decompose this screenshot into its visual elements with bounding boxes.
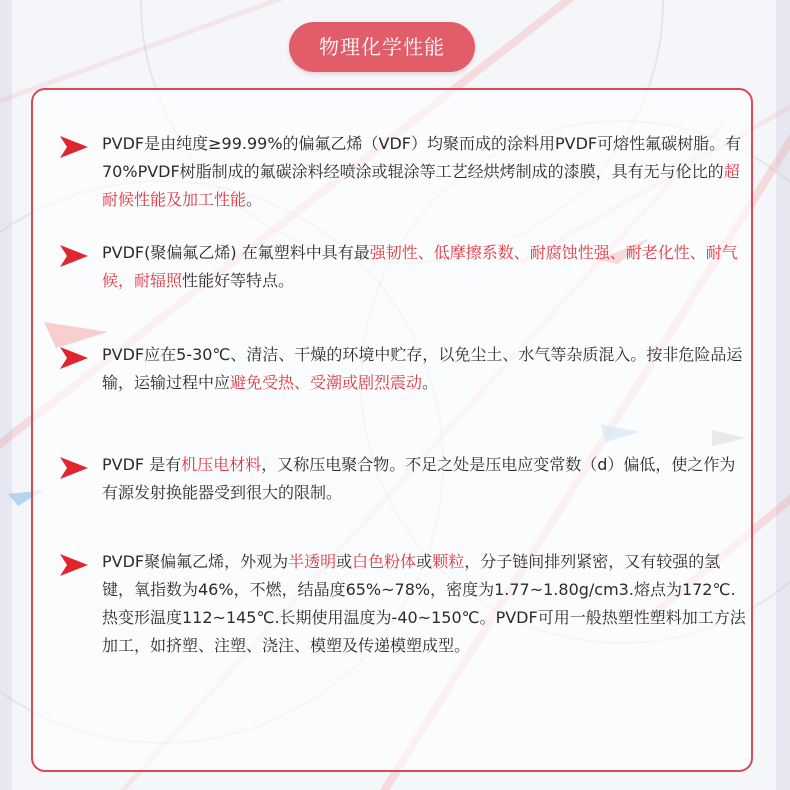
highlight-text: 机压电材料 bbox=[181, 455, 262, 474]
list-item-text bbox=[102, 451, 750, 507]
arrow-bullet-icon bbox=[60, 245, 88, 267]
section-title: 物理化学性能 bbox=[289, 22, 475, 72]
highlight-text: 强韧性、低摩擦系数、耐腐蚀性强、耐老化性、耐气候，耐辐照 bbox=[102, 243, 738, 290]
list-item bbox=[60, 548, 750, 660]
highlight-text: 超耐候性能及加工性能 bbox=[102, 162, 740, 209]
highlight-text: 半透明 bbox=[288, 552, 337, 571]
highlight-text: 避免受热、受潮或剧烈震动 bbox=[230, 373, 423, 392]
highlight-text: 颗粒 bbox=[432, 552, 465, 571]
text-segment: 。 bbox=[422, 373, 439, 392]
text-segment: PVDF(聚偏氟乙烯) 在氟塑料中具有最 bbox=[102, 243, 370, 262]
text-segment: PVDF聚偏氟乙烯，外观为 bbox=[102, 552, 289, 571]
list-item bbox=[60, 239, 750, 295]
arrow-bullet-icon bbox=[60, 347, 88, 369]
list-item-text bbox=[102, 341, 750, 397]
text-segment: 或 bbox=[416, 552, 433, 571]
arrow-bullet-icon bbox=[60, 136, 88, 158]
text-segment: PVDF 是有 bbox=[102, 455, 182, 474]
text-segment: ，又称压电聚合物。不足之处是压电应变常数（d）偏低，使之作为有源发射换能器受到很大的限制。 bbox=[102, 455, 736, 502]
arrow-bullet-icon bbox=[60, 554, 88, 576]
text-segment: PVDF是由纯度≥99.99%的偏氟乙烯（VDF）均聚而成的涂料用PVDF可熔性氟碳树脂。有70%PVDF树脂制成的氟碳涂料经喷涂或辊涂等工艺经烘烤制成的漆膜，具有无与伦比的 bbox=[102, 134, 742, 181]
text-segment: 性能好等特点。 bbox=[182, 271, 295, 290]
list-item bbox=[60, 451, 750, 507]
list-item-text bbox=[102, 239, 750, 295]
list-item bbox=[60, 341, 750, 397]
text-segment: ，分子链间排列紧密，又有较强的氢键，氧指数为46%，不燃，结晶度65%~78%，密度为1.77~1.80g/cm3.熔点为172℃.热变形温度112~145℃.长期使用温度为-40~150℃。PVDF可用一般热塑性塑料加工方法加工，如挤塑、注塑、浇注、模塑及传递模塑成型。 bbox=[102, 552, 746, 655]
text-segment: 或 bbox=[336, 552, 353, 571]
text-segment: PVDF应在5-30℃、清洁、干燥的环境中贮存，以免尘土、水气等杂质混入。按非危险品运输，运输过程中应 bbox=[102, 345, 743, 392]
text-segment: 。 bbox=[246, 190, 263, 209]
list-item-text bbox=[102, 548, 750, 660]
list-item bbox=[60, 130, 750, 214]
list-item-text bbox=[102, 130, 750, 214]
highlight-text: 白色粉体 bbox=[352, 552, 417, 571]
arrow-bullet-icon bbox=[60, 457, 88, 479]
